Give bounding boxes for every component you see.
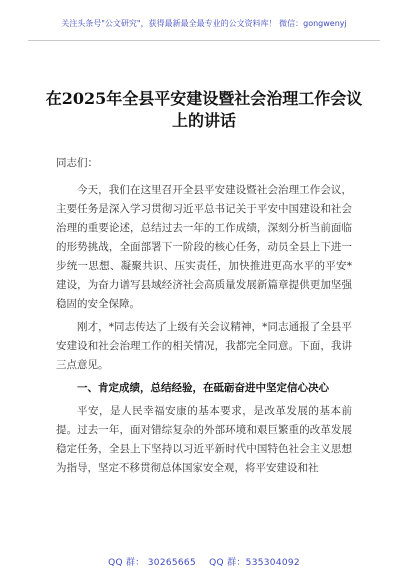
paragraph-intro: 今天，我们在这里召开全县平安建设暨社会治理工作会议，主要任务是深入学习贯彻习近平总书记关于平安中国建设和社会治理的重要论述，总结过去一年的工作成绩，深刻分析当前面临的形势挑战，全面部署下一阶段的核心任务，动员全县上下进一步统一思想、凝聚共识、压实责任，加快推进更高水平的平安*建设，为奋力谱写县域经济社会高质量发展新篇章提供更加坚强稳固的安全保障。 — [56, 184, 352, 310]
footer-contact — [0, 555, 408, 568]
section-heading: 一、肯定成绩，总结经验，在砥砺奋进中坚定信心决心 — [77, 382, 329, 394]
document-body — [56, 154, 352, 482]
header-banner: 关注头条号"公文研究"，获得最新最全最专业的公文资料库！ 微信：gongwenyj — [61, 19, 347, 28]
paragraph-section: 平安，是人民幸福安康的基本要求，是改革发展的基本前提。过去一年，面对错综复杂的外部环境和艰巨繁重的改革发展稳定任务，全县上下坚持以习近平新时代中国特色社会主义思想为指导，坚定不移贯彻总体国家安全观，将平安建设和社 — [56, 405, 352, 474]
greeting: 同志们： — [56, 157, 98, 169]
paragraph-remarks: 刚才，*同志传达了上级有关会议精神，*同志通报了全县平安建设和社会治理工作的相关情况，我都完全同意。下面，我讲三点意见。 — [56, 321, 352, 371]
footer-qq-group-1: QQ 群： 30265665 — [108, 558, 196, 568]
document-title: 在2025年全县平安建设暨社会治理工作会议上的讲话 — [45, 89, 363, 130]
header-divider — [28, 40, 380, 41]
footer-qq-group-2: QQ 群：535304092 — [209, 558, 300, 568]
